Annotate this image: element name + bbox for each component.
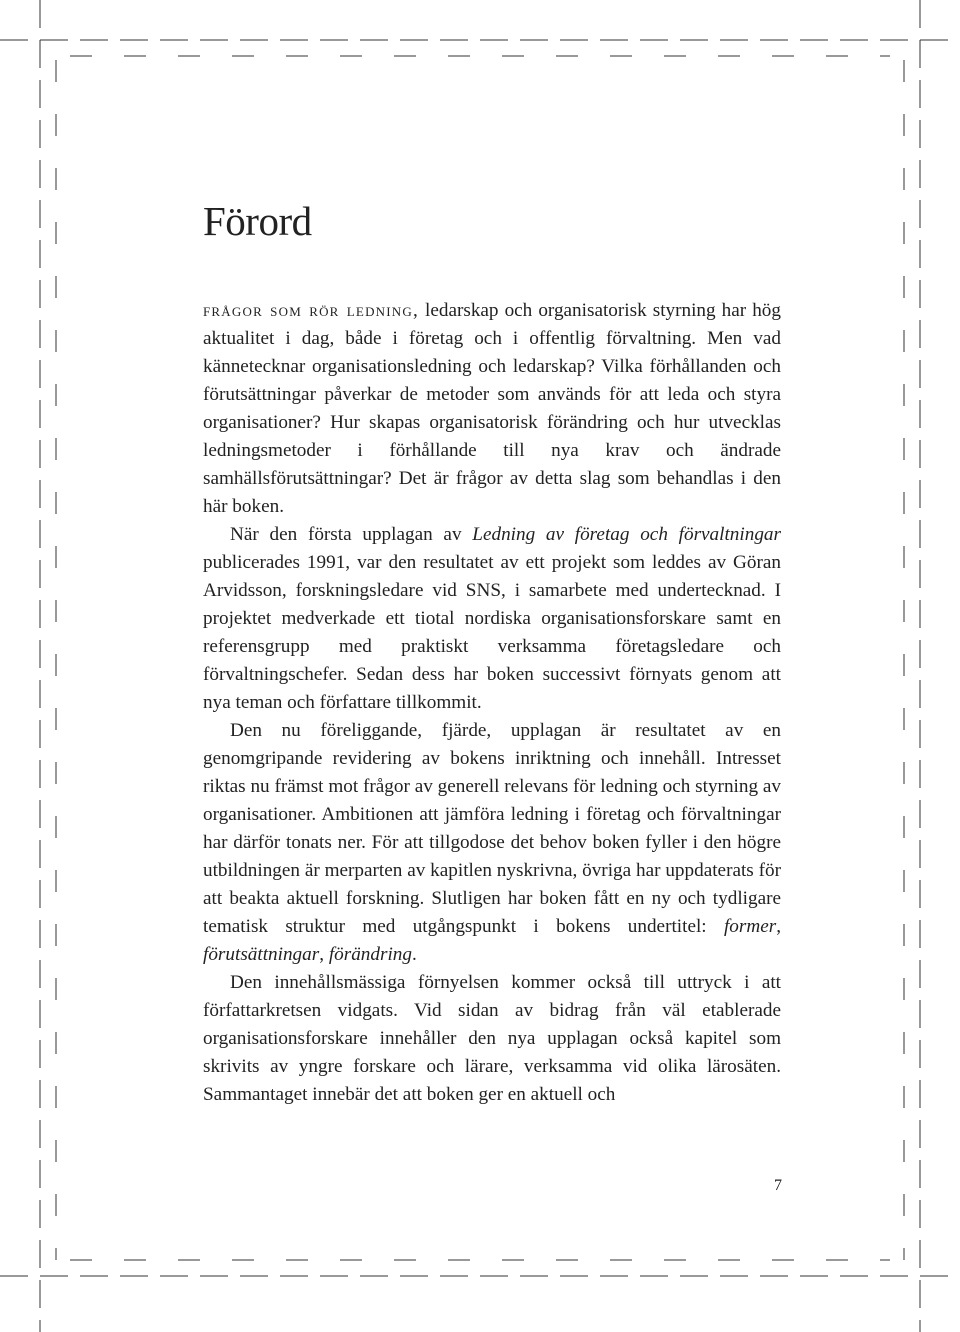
page-number: 7	[774, 1177, 782, 1194]
smallcaps-lead: frågor som rör ledning,	[203, 300, 419, 321]
paragraph	[203, 717, 781, 969]
paragraph-text: .	[411, 944, 417, 965]
paragraph-text: Den nu föreliggande, fjärde, upplagan är resultatet av en genomgripande revidering av bokens inriktning och innehåll. Intresset riktas nu främst mot frågor av generell relevans för ledning och styrning av organisationer. Ambitionen att jämföra ledning i företag och förvaltningar har därför tonats ner. För att tillgodose det behov boken fyller i den högre utbildningen är merparten av kapitlen nyskrivna, övriga har uppdaterats för att beakta aktuell forskning. Slutligen har boken fått en ny och tydligare tematisk struktur med utgångspunkt i bokens undertitel:	[203, 720, 781, 937]
separator: ,	[319, 944, 329, 965]
paragraph-text: ledarskap och organisatorisk styrning har hög aktualitet i dag, både i företag och i offentlig förvaltning. Men vad kännetecknar organisationsledning och ledarskap? Vilka förhållanden och förutsättningar påverkar de metoder som används för att leda och styra organisationer? Hur skapas organisatorisk förändring och hur utvecklas ledningsmetoder i förhållande till nya krav och ändrade samhällsförutsättningar? Det är frågor av detta slag som behandlas i den här boken.	[203, 300, 781, 517]
book-title: Ledning av företag och förvaltningar	[472, 524, 781, 545]
body-text	[203, 297, 781, 1109]
page-title: Förord	[203, 198, 312, 244]
subtitle-word: förutsättningar	[203, 944, 320, 965]
separator: ,	[776, 916, 781, 937]
subtitle-word: former	[723, 916, 777, 937]
paragraph	[203, 969, 781, 1109]
subtitle-word: förändring	[328, 944, 412, 965]
paragraph	[203, 297, 781, 521]
paragraph-text: Den innehållsmässiga förnyelsen kommer också till uttryck i att författarkretsen vidgats. Vid sidan av bidrag från väl etablerade organisationsforskare innehåller den nya upplagan också kapitel som skrivits av yngre forskare och lärare, verksamma vid olika lärosäten. Sammantaget innebär det att boken ger en aktuell och	[203, 972, 781, 1105]
paragraph-text: När den första upplagan av	[230, 524, 473, 545]
paragraph	[203, 521, 781, 717]
paragraph-text: publicerades 1991, var den resultatet av ett projekt som leddes av Göran Arvidsson, forskningsledare vid SNS, i samarbete med undertecknad. I projektet medverkade ett tiotal nordiska organisationsforskare samt en referensgrupp med praktiskt verksamma företagsledare och förvaltningschefer. Sedan dess har boken successivt förnyats genom att nya teman och författare tillkommit.	[203, 552, 781, 713]
